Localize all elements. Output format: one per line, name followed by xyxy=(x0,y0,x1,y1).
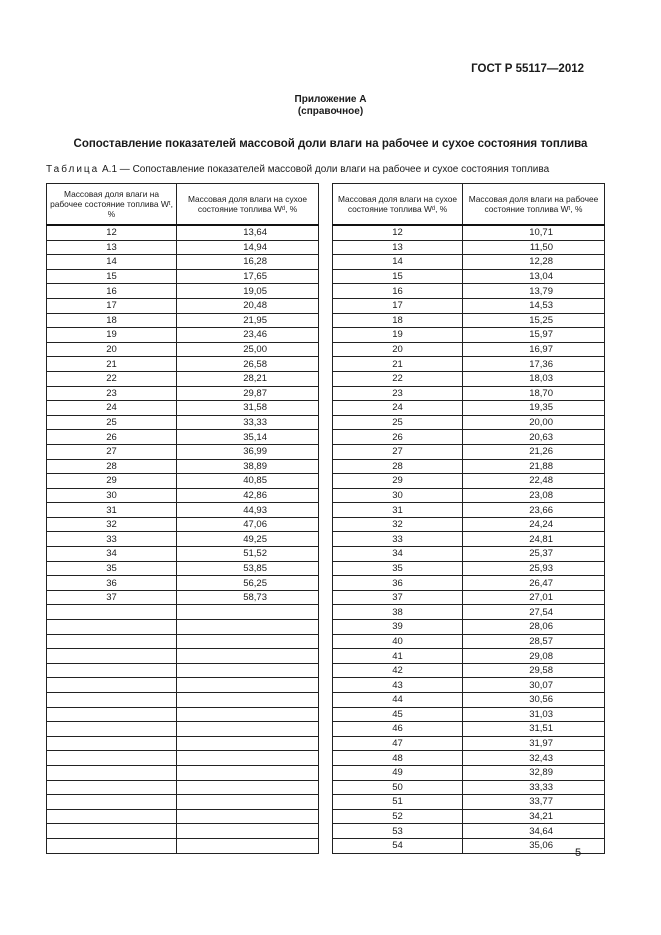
table-cell-index: 37 xyxy=(333,590,463,605)
table-cell-index: 12 xyxy=(333,225,463,240)
table-row xyxy=(47,838,319,853)
table-cell-value: 33,77 xyxy=(463,795,605,810)
table-cell-index: 24 xyxy=(333,401,463,416)
table-cell-index: 28 xyxy=(333,459,463,474)
table-cell-index: 32 xyxy=(333,517,463,532)
table-cell-value xyxy=(177,751,319,766)
table-cell-index: 31 xyxy=(47,503,177,518)
table-cell-index xyxy=(47,693,177,708)
table-cell-index: 23 xyxy=(47,386,177,401)
table-cell-index: 29 xyxy=(47,474,177,489)
table-cell-index: 15 xyxy=(47,269,177,284)
table-row xyxy=(333,765,605,780)
table-row xyxy=(47,401,319,416)
table-cell-value xyxy=(177,605,319,620)
table-cell-index: 23 xyxy=(333,386,463,401)
table-header-row xyxy=(47,184,319,226)
table-cell-index: 40 xyxy=(333,634,463,649)
table-cell-index xyxy=(47,649,177,664)
table-row xyxy=(47,313,319,328)
table-cell-value: 58,73 xyxy=(177,590,319,605)
table-row xyxy=(333,663,605,678)
table-cell-index: 54 xyxy=(333,838,463,853)
table-row xyxy=(333,590,605,605)
table-cell-value xyxy=(177,722,319,737)
table-cell-value: 34,64 xyxy=(463,824,605,839)
table-row xyxy=(333,415,605,430)
table-row xyxy=(47,225,319,240)
table-cell-value: 23,08 xyxy=(463,488,605,503)
table-cell-index: 14 xyxy=(47,255,177,270)
table-cell-value: 15,97 xyxy=(463,328,605,343)
table-cell-value: 28,57 xyxy=(463,634,605,649)
table-row xyxy=(333,284,605,299)
table-row xyxy=(333,736,605,751)
table-row xyxy=(333,532,605,547)
table-cell-index: 45 xyxy=(333,707,463,722)
table-cell-value: 53,85 xyxy=(177,561,319,576)
table-cell-value: 15,25 xyxy=(463,313,605,328)
table-cell-index: 31 xyxy=(333,503,463,518)
table-caption xyxy=(46,164,549,175)
table-cell-index: 21 xyxy=(47,357,177,372)
table-row xyxy=(47,488,319,503)
table-cell-index: 53 xyxy=(333,824,463,839)
table-cell-value: 28,06 xyxy=(463,620,605,635)
table-row xyxy=(333,255,605,270)
table-cell-value: 27,01 xyxy=(463,590,605,605)
table-cell-value: 13,79 xyxy=(463,284,605,299)
table-cell-index: 21 xyxy=(333,357,463,372)
table-cell-value xyxy=(177,736,319,751)
table-row xyxy=(47,605,319,620)
table-row xyxy=(333,649,605,664)
table-cell-index: 50 xyxy=(333,780,463,795)
table-cell-index: 20 xyxy=(333,342,463,357)
table-row xyxy=(47,751,319,766)
column-header: Массовая доля влаги на рабочее состояние топлива Wᵗ, % xyxy=(463,184,605,226)
table-cell-value: 34,21 xyxy=(463,809,605,824)
table-cell-value: 31,51 xyxy=(463,722,605,737)
table-row xyxy=(47,298,319,313)
table-cell-index: 36 xyxy=(47,576,177,591)
table-cell-value: 51,52 xyxy=(177,547,319,562)
table-row xyxy=(333,298,605,313)
table-cell-index: 38 xyxy=(333,605,463,620)
table-row xyxy=(333,357,605,372)
table-cell-index: 20 xyxy=(47,342,177,357)
table-cell-value: 32,89 xyxy=(463,765,605,780)
table-cell-value: 18,03 xyxy=(463,371,605,386)
table-cell-value: 44,93 xyxy=(177,503,319,518)
table-cell-index: 22 xyxy=(333,371,463,386)
table-row xyxy=(333,488,605,503)
table-cell-value: 16,97 xyxy=(463,342,605,357)
table-cell-index: 26 xyxy=(333,430,463,445)
table-cell-index: 41 xyxy=(333,649,463,664)
table-cell-value: 13,04 xyxy=(463,269,605,284)
table-cell-value: 29,58 xyxy=(463,663,605,678)
table-row xyxy=(333,342,605,357)
table-row xyxy=(333,401,605,416)
table-row xyxy=(47,503,319,518)
table-body xyxy=(47,225,319,853)
table-row xyxy=(333,459,605,474)
table-row xyxy=(333,240,605,255)
table-row xyxy=(333,547,605,562)
table-cell-value xyxy=(177,707,319,722)
table-body xyxy=(333,225,605,853)
table-cell-index: 36 xyxy=(333,576,463,591)
table-caption-text: А.1 — Сопоставление показателей массовой доли влаги на рабочее и сухое состояния топлива xyxy=(102,164,550,175)
table-cell-index: 27 xyxy=(47,444,177,459)
table-cell-index: 43 xyxy=(333,678,463,693)
table-caption-prefix: Таблица xyxy=(46,164,100,175)
table-cell-index: 29 xyxy=(333,474,463,489)
table-cell-value: 33,33 xyxy=(177,415,319,430)
table-row xyxy=(333,386,605,401)
table-cell-value: 19,05 xyxy=(177,284,319,299)
table-cell-value: 23,66 xyxy=(463,503,605,518)
table-cell-value: 17,36 xyxy=(463,357,605,372)
table-row xyxy=(47,663,319,678)
table-cell-index: 17 xyxy=(333,298,463,313)
table-row xyxy=(47,517,319,532)
table-cell-value: 40,85 xyxy=(177,474,319,489)
table-cell-index xyxy=(47,736,177,751)
table-cell-index: 32 xyxy=(47,517,177,532)
table-header-row xyxy=(333,184,605,226)
table-row xyxy=(333,225,605,240)
table-row xyxy=(333,371,605,386)
table-cell-value xyxy=(177,824,319,839)
table-row xyxy=(333,444,605,459)
table-cell-value: 20,00 xyxy=(463,415,605,430)
table-row xyxy=(47,444,319,459)
table-row xyxy=(47,357,319,372)
table-cell-value: 33,33 xyxy=(463,780,605,795)
table-cell-index: 37 xyxy=(47,590,177,605)
table-cell-value xyxy=(177,838,319,853)
table-row xyxy=(47,269,319,284)
table-row xyxy=(47,780,319,795)
table-cell-index xyxy=(47,809,177,824)
table-cell-value: 21,88 xyxy=(463,459,605,474)
table-cell-value: 17,65 xyxy=(177,269,319,284)
table-cell-index: 52 xyxy=(333,809,463,824)
table-row xyxy=(333,707,605,722)
table-cell-value: 56,25 xyxy=(177,576,319,591)
table-cell-index: 49 xyxy=(333,765,463,780)
table-cell-index xyxy=(47,824,177,839)
table-row xyxy=(47,736,319,751)
table-cell-value: 29,08 xyxy=(463,649,605,664)
table-cell-value: 25,00 xyxy=(177,342,319,357)
table-row xyxy=(47,415,319,430)
table-row xyxy=(333,634,605,649)
table-cell-index: 13 xyxy=(333,240,463,255)
table-cell-value: 14,94 xyxy=(177,240,319,255)
table-cell-index: 35 xyxy=(47,561,177,576)
table-cell-value: 25,37 xyxy=(463,547,605,562)
table-cell-index xyxy=(47,780,177,795)
table-row xyxy=(333,693,605,708)
table-cell-value: 38,89 xyxy=(177,459,319,474)
table-cell-value xyxy=(177,634,319,649)
table-cell-value xyxy=(177,663,319,678)
table-cell-value: 26,58 xyxy=(177,357,319,372)
table-cell-value: 19,35 xyxy=(463,401,605,416)
table-cell-value: 11,50 xyxy=(463,240,605,255)
table-row xyxy=(47,576,319,591)
table-cell-index: 24 xyxy=(47,401,177,416)
table-cell-value xyxy=(177,678,319,693)
table-cell-index xyxy=(47,678,177,693)
table-cell-value: 47,06 xyxy=(177,517,319,532)
table-cell-value: 12,28 xyxy=(463,255,605,270)
table-row xyxy=(47,765,319,780)
table-cell-value: 29,87 xyxy=(177,386,319,401)
table-cell-index: 26 xyxy=(47,430,177,445)
table-dry-to-working xyxy=(332,183,605,854)
appendix-note: (справочное) xyxy=(297,106,364,117)
table-cell-value: 30,07 xyxy=(463,678,605,693)
column-header: Массовая доля влаги на рабочее состояние топлива Wᵗ, % xyxy=(47,184,177,226)
table-cell-value xyxy=(177,649,319,664)
table-row xyxy=(47,371,319,386)
table-cell-index: 19 xyxy=(47,328,177,343)
table-cell-index: 28 xyxy=(47,459,177,474)
table-row xyxy=(333,576,605,591)
table-cell-index: 35 xyxy=(333,561,463,576)
table-cell-index xyxy=(47,663,177,678)
table-row xyxy=(333,269,605,284)
table-cell-value xyxy=(177,765,319,780)
table-row xyxy=(47,561,319,576)
table-cell-index: 25 xyxy=(333,415,463,430)
table-row xyxy=(47,634,319,649)
appendix-title: Приложение А xyxy=(294,94,367,105)
table-cell-value: 14,53 xyxy=(463,298,605,313)
table-cell-index: 17 xyxy=(47,298,177,313)
table-row xyxy=(47,824,319,839)
table-row xyxy=(333,503,605,518)
table-cell-index: 15 xyxy=(333,269,463,284)
table-cell-index: 42 xyxy=(333,663,463,678)
table-cell-value: 10,71 xyxy=(463,225,605,240)
table-row xyxy=(47,459,319,474)
table-cell-value: 31,58 xyxy=(177,401,319,416)
table-row xyxy=(333,620,605,635)
table-cell-value: 13,64 xyxy=(177,225,319,240)
table-cell-value: 32,43 xyxy=(463,751,605,766)
table-cell-value: 24,24 xyxy=(463,517,605,532)
table-row xyxy=(333,751,605,766)
table-row xyxy=(333,824,605,839)
table-row xyxy=(47,707,319,722)
table-cell-value: 16,28 xyxy=(177,255,319,270)
table-row xyxy=(47,809,319,824)
column-header: Массовая доля влаги на сухое состояние топлива Wᵈ, % xyxy=(333,184,463,226)
table-cell-value: 20,63 xyxy=(463,430,605,445)
table-cell-index: 13 xyxy=(47,240,177,255)
table-cell-index: 51 xyxy=(333,795,463,810)
table-cell-index xyxy=(47,634,177,649)
table-cell-index: 33 xyxy=(333,532,463,547)
table-row xyxy=(333,430,605,445)
table-cell-index: 47 xyxy=(333,736,463,751)
table-cell-index xyxy=(47,838,177,853)
table-cell-index: 16 xyxy=(47,284,177,299)
appendix-heading xyxy=(0,94,661,118)
table-cell-value: 27,54 xyxy=(463,605,605,620)
table-cell-value: 35,06 xyxy=(463,838,605,853)
table-row xyxy=(333,809,605,824)
table-row xyxy=(47,386,319,401)
table-cell-value: 18,70 xyxy=(463,386,605,401)
table-cell-index xyxy=(47,605,177,620)
table-cell-index: 34 xyxy=(333,547,463,562)
table-row xyxy=(333,561,605,576)
table-cell-value: 35,14 xyxy=(177,430,319,445)
table-row xyxy=(333,605,605,620)
table-cell-value: 23,46 xyxy=(177,328,319,343)
table-row xyxy=(47,678,319,693)
page-number: 5 xyxy=(575,847,582,859)
table-cell-index xyxy=(47,795,177,810)
table-cell-value: 31,03 xyxy=(463,707,605,722)
table-cell-index: 39 xyxy=(333,620,463,635)
table-cell-index: 30 xyxy=(333,488,463,503)
table-working-to-dry xyxy=(46,183,319,854)
table-cell-index: 30 xyxy=(47,488,177,503)
table-row xyxy=(47,240,319,255)
table-cell-index: 22 xyxy=(47,371,177,386)
table-row xyxy=(47,722,319,737)
table-row xyxy=(333,838,605,853)
table-row xyxy=(333,678,605,693)
table-row xyxy=(333,722,605,737)
table-cell-value xyxy=(177,795,319,810)
table-cell-index: 16 xyxy=(333,284,463,299)
table-row xyxy=(333,780,605,795)
table-cell-index: 19 xyxy=(333,328,463,343)
table-cell-index xyxy=(47,722,177,737)
table-row xyxy=(47,430,319,445)
table-row xyxy=(47,255,319,270)
table-cell-value xyxy=(177,693,319,708)
table-cell-index: 34 xyxy=(47,547,177,562)
table-cell-value: 21,26 xyxy=(463,444,605,459)
table-cell-value: 30,56 xyxy=(463,693,605,708)
table-cell-value: 42,86 xyxy=(177,488,319,503)
table-cell-index: 27 xyxy=(333,444,463,459)
table-row xyxy=(47,620,319,635)
table-row xyxy=(47,474,319,489)
table-row xyxy=(333,517,605,532)
table-cell-index xyxy=(47,620,177,635)
table-cell-value: 26,47 xyxy=(463,576,605,591)
table-cell-index xyxy=(47,765,177,780)
column-header: Массовая доля влаги на сухое состояние топлива Wᵈ, % xyxy=(177,184,319,226)
table-row xyxy=(333,313,605,328)
table-cell-index: 18 xyxy=(333,313,463,328)
table-cell-index xyxy=(47,707,177,722)
table-row xyxy=(47,590,319,605)
table-row xyxy=(47,795,319,810)
table-cell-value xyxy=(177,809,319,824)
table-row xyxy=(47,532,319,547)
table-row xyxy=(333,795,605,810)
table-cell-index: 48 xyxy=(333,751,463,766)
table-row xyxy=(333,328,605,343)
table-row xyxy=(47,547,319,562)
table-cell-index: 46 xyxy=(333,722,463,737)
table-cell-value xyxy=(177,780,319,795)
table-cell-index: 12 xyxy=(47,225,177,240)
table-cell-index xyxy=(47,751,177,766)
table-cell-value: 20,48 xyxy=(177,298,319,313)
table-row xyxy=(333,474,605,489)
section-title: Сопоставление показателей массовой доли влаги на рабочее и сухое состояния топлива xyxy=(73,138,588,150)
table-row xyxy=(47,649,319,664)
table-cell-index: 25 xyxy=(47,415,177,430)
table-row xyxy=(47,284,319,299)
table-cell-value: 25,93 xyxy=(463,561,605,576)
table-cell-value: 21,95 xyxy=(177,313,319,328)
table-cell-index: 18 xyxy=(47,313,177,328)
standard-number: ГОСТ Р 55117—2012 xyxy=(471,63,584,75)
table-row xyxy=(47,342,319,357)
table-cell-value: 36,99 xyxy=(177,444,319,459)
table-row xyxy=(47,328,319,343)
table-cell-value: 22,48 xyxy=(463,474,605,489)
table-cell-index: 44 xyxy=(333,693,463,708)
table-cell-value: 28,21 xyxy=(177,371,319,386)
table-row xyxy=(47,693,319,708)
table-cell-index: 33 xyxy=(47,532,177,547)
table-cell-value: 31,97 xyxy=(463,736,605,751)
table-cell-value: 24,81 xyxy=(463,532,605,547)
table-cell-value: 49,25 xyxy=(177,532,319,547)
table-cell-index: 14 xyxy=(333,255,463,270)
table-cell-value xyxy=(177,620,319,635)
